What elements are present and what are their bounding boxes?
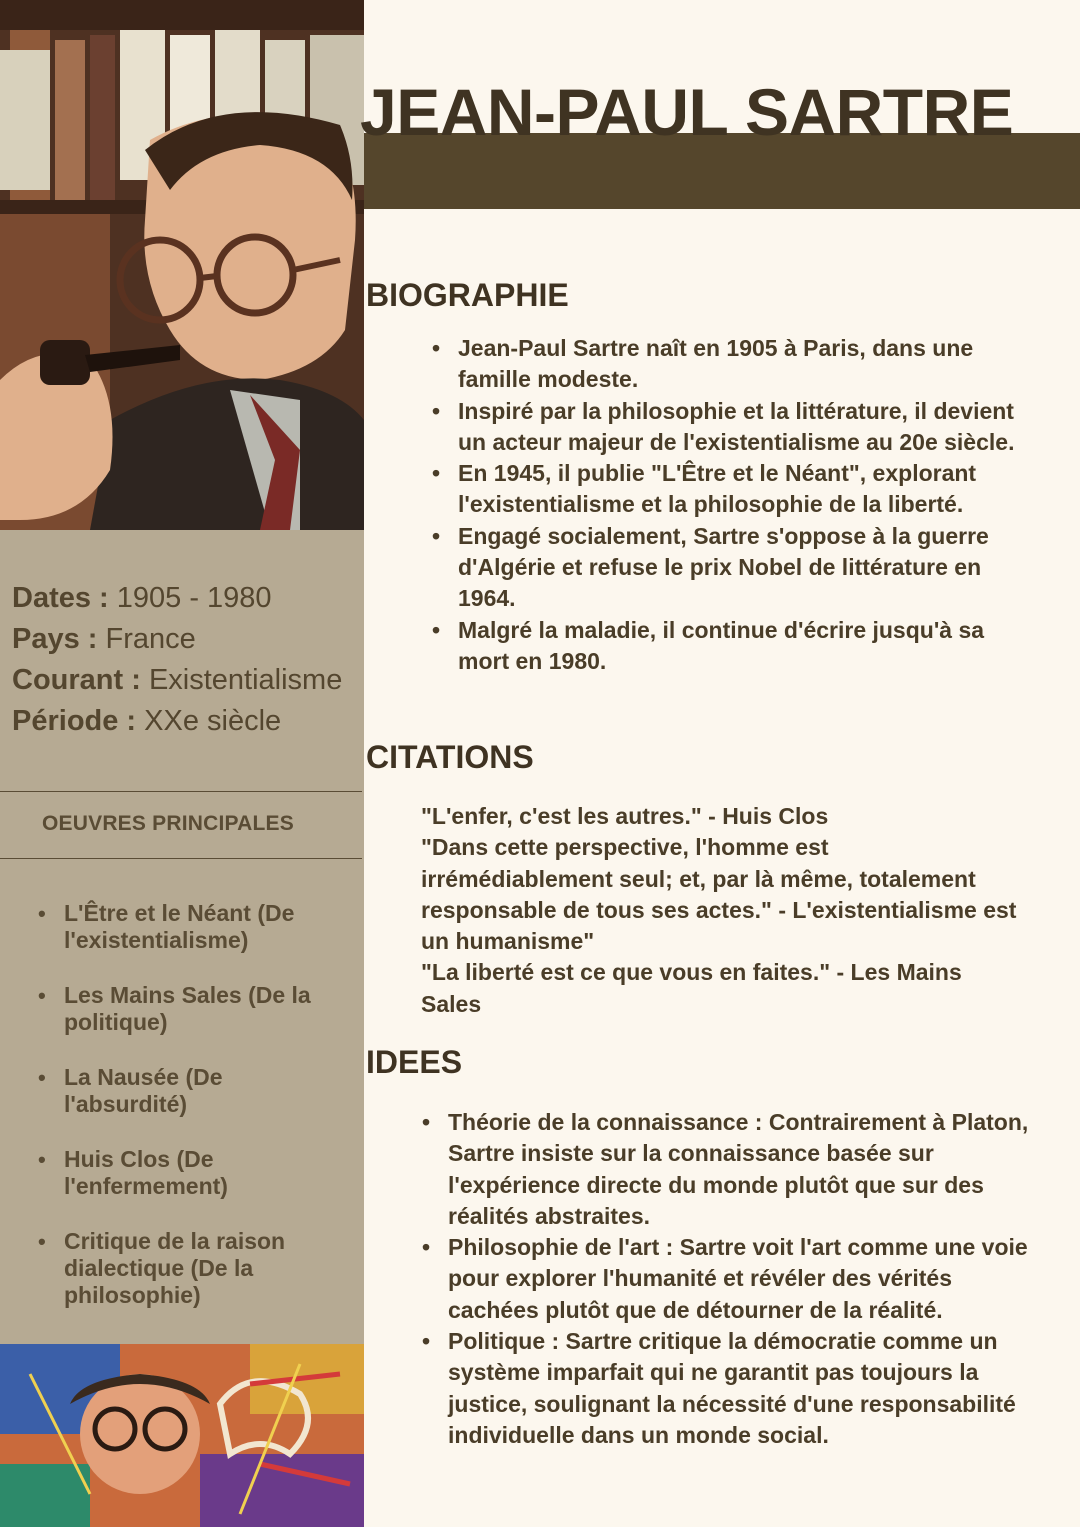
list-item: • Les Mains Sales (De la politique) [0, 982, 362, 1036]
list-item: • Inspiré par la philosophie et la littérature, il devient un acteur majeur de l'existentialisme au 20e siècle. [432, 396, 1032, 459]
quote: "La liberté est ce que vous en faites." - Les Mains Sales [421, 959, 962, 1017]
idees-title: IDEES [366, 1044, 463, 1080]
sidebar [0, 0, 364, 1527]
page-title: JEAN-PAUL SARTRE [360, 75, 1014, 149]
list-item: • Malgré la maladie, il continue d'écrire jusqu'à sa mort en 1980. [432, 615, 1032, 678]
list-item: • La Nausée (De l'absurdité) [0, 1064, 362, 1118]
list-item: • Huis Clos (De l'enfermement) [0, 1146, 362, 1200]
fact-courant: Courant : Existentialisme [12, 664, 343, 696]
fact-periode: Période : XXe siècle [12, 705, 282, 737]
citations-title: CITATIONS [366, 739, 534, 775]
list-item: • Politique : Sartre critique la démocratie comme un système imparfait qui ne garantit pas toujours la justice, soulignant la nécessité d'une responsabilité individuelle dans un monde social. [422, 1326, 1032, 1451]
facts-panel [12, 578, 362, 742]
quote: "Dans cette perspective, l'homme est irrémédiablement seul; et, par là même, totalement responsable de tous ses actes." - L'existentialisme est un humanisme" [421, 834, 1017, 955]
works-list [0, 900, 362, 1337]
colorful-portrait-collage [0, 1344, 364, 1527]
works-title: OEUVRES PRINCIPALES [42, 812, 294, 835]
list-item: • L'Être et le Néant (De l'existentialisme) [0, 900, 362, 954]
list-item: • Jean-Paul Sartre naît en 1905 à Paris, dans une famille modeste. [432, 333, 1032, 396]
biographie-title: BIOGRAPHIE [366, 277, 569, 313]
fact-pays: Pays : France [12, 623, 196, 655]
works-header [0, 791, 362, 859]
biographie-list [432, 333, 1032, 677]
list-item: • Philosophie de l'art : Sartre voit l'art comme une voie pour explorer l'humanité et révéler des vérités cachées plutôt que de détourner de la réalité. [422, 1232, 1032, 1326]
list-item: • Engagé socialement, Sartre s'oppose à la guerre d'Algérie et refuse le prix Nobel de littérature en 1964. [432, 521, 1032, 615]
fact-dates: Dates : 1905 - 1980 [12, 582, 272, 614]
portrait-photo [0, 0, 364, 530]
quote: "L'enfer, c'est les autres." - Huis Clos [421, 803, 829, 829]
citations-list [421, 801, 1021, 1020]
list-item: • Théorie de la connaissance : Contrairement à Platon, Sartre insiste sur la connaissance basée sur l'expérience directe du monde plutôt que sur des réalités abstraites. [422, 1107, 1032, 1232]
list-item: • En 1945, il publie "L'Être et le Néant", explorant l'existentialisme et la philosophie de la liberté. [432, 458, 1032, 521]
list-item: • Critique de la raison dialectique (De la philosophie) [0, 1228, 362, 1309]
idees-list [422, 1107, 1032, 1451]
